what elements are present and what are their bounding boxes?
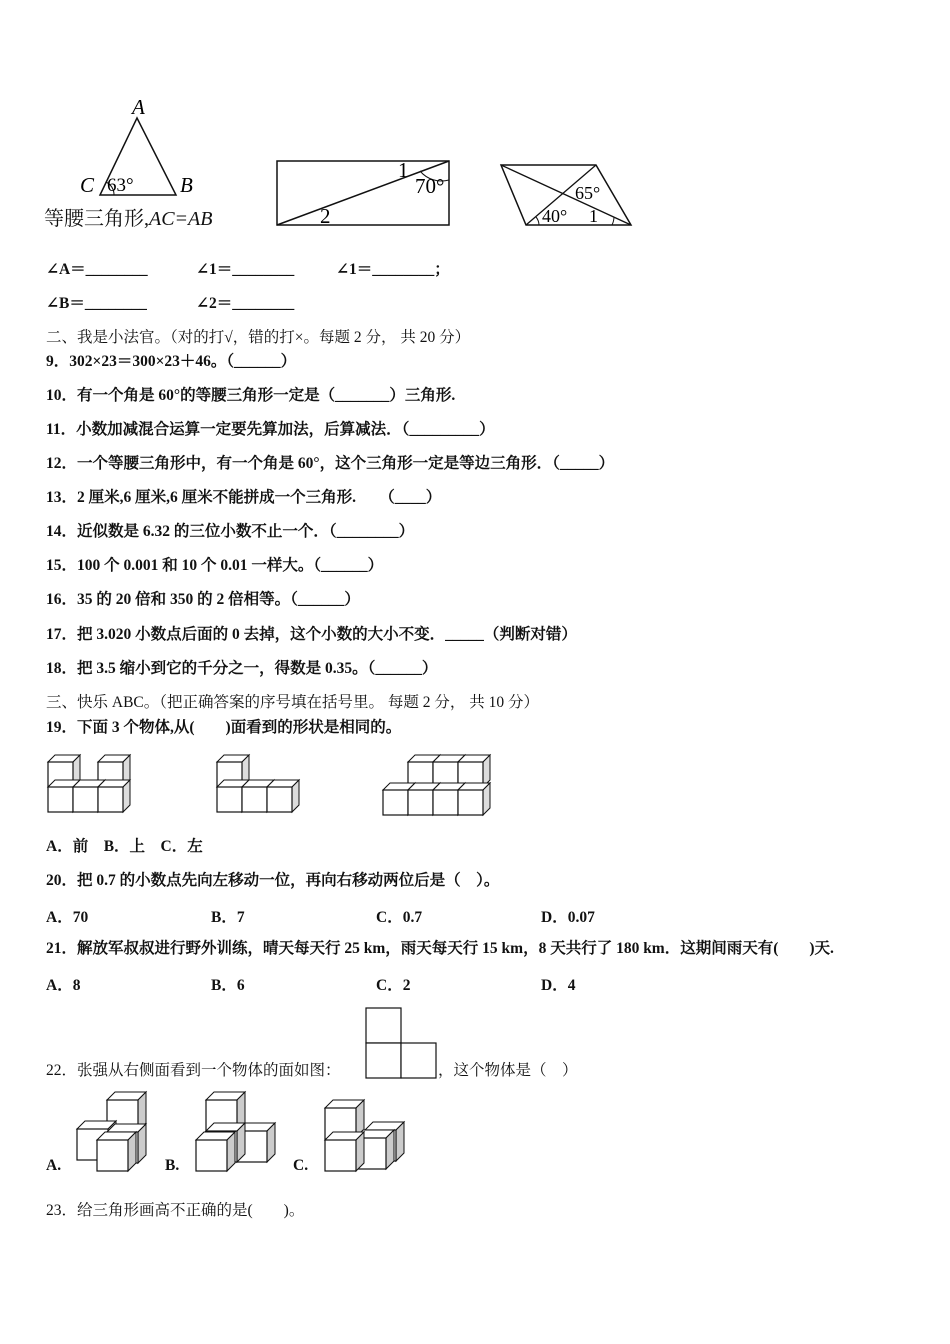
q21-option-c[interactable]: C．2: [376, 977, 411, 994]
question-9: 9．302×23＝300×23＋46。（______）: [46, 353, 297, 370]
question-10: 10．有一个角是 60°的等腰三角形一定是（_______）三角形.: [46, 387, 456, 404]
vertex-a-label: A: [132, 95, 145, 119]
rectangle-figure: [270, 155, 460, 233]
angle-40-arc: [536, 217, 539, 225]
q22-option-c[interactable]: C.: [293, 1157, 309, 1174]
vertex-b-label: B: [180, 173, 193, 197]
q19-cube-figures: [40, 745, 510, 825]
parallelogram-figure: [495, 155, 640, 233]
q22-option-c-figure: [325, 1100, 404, 1171]
question-15: 15．100 个 0.001 和 10 个 0.01 一样大。（______）: [46, 557, 384, 574]
question-11: 11．小数加减混合运算一定要先算加法，后算减法．（_________）: [46, 421, 495, 438]
triangle-caption-equation: AC=AB: [149, 208, 213, 230]
q21-option-d[interactable]: D．4: [541, 977, 576, 994]
angle-2-label: 2: [320, 204, 331, 228]
q22-option-b[interactable]: B.: [165, 1157, 180, 1174]
q19-object-1: [48, 755, 130, 812]
question-23: 23．给三角形画高不正确的是( )。: [46, 1202, 305, 1219]
q22-option-a-figure: [77, 1092, 146, 1171]
angle-1-arc: [612, 217, 614, 225]
question-21: 21．解放军叔叔进行野外训练，晴天每天行 25 km，雨天每天行 15 km，8 天共行了 180 km．这期间雨天有( )天.: [46, 940, 834, 957]
question-20: 20．把 0.7 的小数点先向左移动一位，再向右移动两位后是（ ）。: [46, 872, 500, 889]
vertex-c-label: C: [80, 173, 95, 197]
q20-option-a[interactable]: A．70: [46, 909, 89, 926]
q22-option-b-figure: [196, 1092, 275, 1171]
blank-angle-b: ∠B＝________: [46, 295, 147, 312]
angle-65-label: 65°: [575, 183, 601, 203]
q21-option-b[interactable]: B．6: [211, 977, 245, 994]
q19-object-3: [383, 755, 490, 815]
q20-option-b[interactable]: B．7: [211, 909, 245, 926]
q22-option-a[interactable]: A.: [46, 1157, 62, 1174]
question-16: 16．35 的 20 倍和 350 的 2 倍相等。（______）: [46, 591, 360, 608]
triangle-caption: 等腰三角形,: [44, 208, 149, 230]
question-17: 17．把 3.020 小数点后面的 0 去掉，这个小数的大小不变．_____（判断对错）: [46, 626, 577, 643]
q20-option-d[interactable]: D．0.07: [541, 909, 595, 926]
blank-angle-1-para: ∠1＝________；: [336, 261, 450, 278]
q19-object-2: [217, 755, 299, 812]
q20-option-c[interactable]: C．0.7: [376, 909, 423, 926]
question-13: 13．2 厘米,6 厘米,6 厘米不能拼成一个三角形. （____）: [46, 489, 442, 506]
section2-header: 二、我是小法官。（对的打√，错的打×。每题 2 分， 共 20 分）: [46, 329, 471, 346]
q19-options: A．前 B．上 C．左: [46, 838, 203, 855]
angle-1-label: 1: [589, 206, 598, 226]
q22-side-view-figure: [364, 1006, 440, 1080]
angle-70-label: 70°: [415, 174, 445, 198]
angle-1-label: 1: [398, 158, 409, 182]
question-14: 14．近似数是 6.32 的三位小数不止一个．（________）: [46, 523, 415, 540]
q22-option-figures: [60, 1088, 420, 1178]
blank-angle-a: ∠A＝________: [46, 261, 148, 278]
section3-header: 三、快乐 ABC。（把正确答案的序号填在括号里。 每题 2 分， 共 10 分）: [46, 694, 539, 711]
question-22-text: 22．张强从右侧面看到一个物体的面如图：: [46, 1062, 341, 1079]
question-22-tail: ，这个物体是（ ）: [438, 1062, 578, 1079]
angle-c-label: 63°: [107, 175, 134, 196]
blank-angle-1-rect: ∠1＝________: [196, 261, 295, 278]
q21-option-a[interactable]: A．8: [46, 977, 81, 994]
blank-angle-2: ∠2＝________: [196, 295, 295, 312]
question-18: 18．把 3.5 缩小到它的千分之一，得数是 0.35。（______）: [46, 660, 438, 677]
angle-40-label: 40°: [542, 206, 568, 226]
question-12: 12．一个等腰三角形中，有一个角是 60°，这个三角形一定是等边三角形．（_____）: [46, 455, 615, 472]
question-19: 19．下面 3 个物体,从( )面看到的形状是相同的。: [46, 719, 402, 736]
